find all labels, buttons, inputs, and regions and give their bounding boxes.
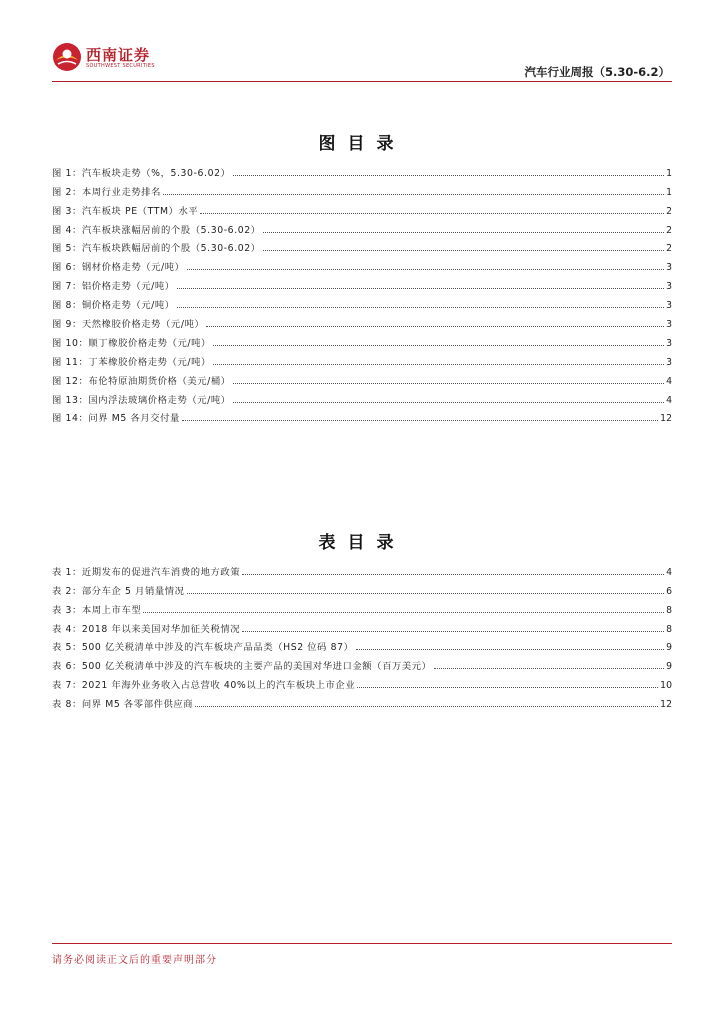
toc-page-number: 3 bbox=[666, 300, 672, 312]
table-toc-entry[interactable] bbox=[52, 672, 672, 691]
dot-leader bbox=[242, 631, 664, 632]
toc-page-number: 3 bbox=[666, 319, 672, 331]
table-toc-entry[interactable] bbox=[52, 559, 672, 578]
toc-entry-label: 图 12：布伦特原油期货价格（美元/桶） bbox=[52, 375, 231, 387]
toc-entry-label: 表 7：2021 年海外业务收入占总营收 40%以上的汽车板块上市企业 bbox=[52, 680, 356, 692]
toc-page-number: 3 bbox=[666, 281, 672, 293]
figure-toc-entry[interactable] bbox=[52, 254, 672, 273]
dot-leader bbox=[213, 345, 664, 346]
toc-entry-label: 表 3：本周上市车型 bbox=[52, 604, 142, 616]
dot-leader bbox=[187, 593, 665, 594]
figure-toc-entry[interactable] bbox=[52, 349, 672, 368]
logo-chinese-name: 西南证券 bbox=[86, 46, 151, 64]
toc-page-number: 12 bbox=[660, 699, 672, 711]
figures-heading: 图目录 bbox=[318, 134, 406, 154]
dot-leader bbox=[233, 175, 665, 176]
toc-page-number: 2 bbox=[666, 205, 672, 217]
dot-leader bbox=[200, 213, 664, 214]
footer-divider bbox=[52, 943, 672, 944]
toc-page-number: 3 bbox=[666, 337, 672, 349]
disclaimer-note: 请务必阅读正文后的重要声明部分 bbox=[52, 955, 217, 966]
dot-leader bbox=[356, 649, 665, 650]
toc-page-number: 2 bbox=[666, 243, 672, 255]
toc-page-number: 8 bbox=[666, 604, 672, 616]
dot-leader bbox=[163, 194, 664, 195]
figure-toc-entry[interactable] bbox=[52, 160, 672, 179]
table-toc-entry[interactable] bbox=[52, 578, 672, 597]
dot-leader bbox=[263, 232, 664, 233]
toc-entry-label: 图 9：天然橡胶价格走势（元/吨） bbox=[52, 319, 205, 331]
figure-toc-entry[interactable] bbox=[52, 217, 672, 236]
dot-leader bbox=[263, 250, 664, 251]
toc-entry-label: 表 4：2018 年以来美国对华加征关税情况 bbox=[52, 623, 241, 635]
company-logo bbox=[52, 42, 162, 76]
figure-toc-entry[interactable] bbox=[52, 273, 672, 292]
toc-page-number: 8 bbox=[666, 623, 672, 635]
dot-leader bbox=[182, 420, 658, 421]
figure-toc-entry[interactable] bbox=[52, 198, 672, 217]
toc-entry-label: 图 8：铜价格走势（元/吨） bbox=[52, 300, 175, 312]
table-toc-entry[interactable] bbox=[52, 635, 672, 654]
toc-page-number: 6 bbox=[666, 585, 672, 597]
dot-leader bbox=[233, 383, 664, 384]
dot-leader bbox=[357, 687, 658, 688]
toc-page-number: 3 bbox=[666, 262, 672, 274]
toc-entry-label: 图 5：汽车板块跌幅居前的个股（5.30-6.02） bbox=[52, 243, 261, 255]
figure-toc-entry[interactable] bbox=[52, 330, 672, 349]
table-toc-entry[interactable] bbox=[52, 691, 672, 710]
toc-page-number: 3 bbox=[666, 356, 672, 368]
toc-entry-label: 表 1：近期发布的促进汽车消费的地方政策 bbox=[52, 566, 241, 578]
toc-entry-label: 图 1：汽车板块走势（%，5.30-6.02） bbox=[52, 167, 231, 179]
logo-english-name: SOUTHWEST SECURITIES bbox=[86, 63, 155, 69]
page-header bbox=[0, 0, 724, 90]
logo-emblem-icon bbox=[52, 42, 82, 72]
toc-entry-label: 图 13：国内浮法玻璃价格走势（元/吨） bbox=[52, 394, 231, 406]
toc-entry-label: 表 5：500 亿关税清单中涉及的汽车板块产品品类（HS2 位码 87） bbox=[52, 642, 354, 654]
figure-toc-entry[interactable] bbox=[52, 311, 672, 330]
toc-page-number: 1 bbox=[666, 186, 672, 198]
figure-toc-entry[interactable] bbox=[52, 236, 672, 255]
figure-toc-entry[interactable] bbox=[52, 179, 672, 198]
toc-page-number: 4 bbox=[666, 394, 672, 406]
figure-toc-entry[interactable] bbox=[52, 292, 672, 311]
toc-entry-label: 图 7：铝价格走势（元/吨） bbox=[52, 281, 175, 293]
toc-entry-label: 图 14：问界 M5 各月交付量 bbox=[52, 413, 180, 425]
figure-toc-entry[interactable] bbox=[52, 387, 672, 406]
tables-list bbox=[52, 559, 672, 710]
toc-page-number: 4 bbox=[666, 375, 672, 387]
dot-leader bbox=[242, 574, 664, 575]
toc-page-number: 4 bbox=[666, 566, 672, 578]
dot-leader bbox=[177, 307, 664, 308]
figure-toc-entry[interactable] bbox=[52, 368, 672, 387]
toc-entry-label: 图 11：丁苯橡胶价格走势（元/吨） bbox=[52, 356, 211, 368]
report-title: 汽车行业周报（5.30-6.2） bbox=[524, 65, 670, 79]
toc-entry-label: 图 6：钢材价格走势（元/吨） bbox=[52, 262, 185, 274]
dot-leader bbox=[143, 612, 664, 613]
header-divider bbox=[52, 81, 672, 82]
dot-leader bbox=[195, 706, 658, 707]
figures-list bbox=[52, 160, 672, 424]
toc-entry-label: 图 4：汽车板块涨幅居前的个股（5.30-6.02） bbox=[52, 224, 261, 236]
toc-page-number: 2 bbox=[666, 224, 672, 236]
toc-entry-label: 图 2：本周行业走势排名 bbox=[52, 186, 162, 198]
dot-leader bbox=[233, 402, 664, 403]
toc-entry-label: 图 10：顺丁橡胶价格走势（元/吨） bbox=[52, 337, 211, 349]
dot-leader bbox=[187, 269, 665, 270]
dot-leader bbox=[206, 326, 664, 327]
toc-entry-label: 表 8：问界 M5 各零部件供应商 bbox=[52, 699, 194, 711]
toc-page-number: 9 bbox=[666, 661, 672, 673]
toc-page-number: 1 bbox=[666, 167, 672, 179]
tables-heading: 表目录 bbox=[318, 533, 406, 553]
toc-page-number: 10 bbox=[660, 680, 672, 692]
dot-leader bbox=[434, 668, 665, 669]
toc-entry-label: 表 6：500 亿关税清单中涉及的汽车板块的主要产品的美国对华进口金额（百万美元） bbox=[52, 661, 432, 673]
table-toc-entry[interactable] bbox=[52, 653, 672, 672]
toc-entry-label: 图 3：汽车板块 PE（TTM）水平 bbox=[52, 205, 199, 217]
figure-toc-entry[interactable] bbox=[52, 406, 672, 425]
toc-page-number: 12 bbox=[660, 413, 672, 425]
toc-entry-label: 表 2：部分车企 5 月销量情况 bbox=[52, 585, 185, 597]
toc-page-number: 9 bbox=[666, 642, 672, 654]
dot-leader bbox=[213, 364, 664, 365]
table-toc-entry[interactable] bbox=[52, 616, 672, 635]
dot-leader bbox=[177, 288, 664, 289]
table-toc-entry[interactable] bbox=[52, 597, 672, 616]
